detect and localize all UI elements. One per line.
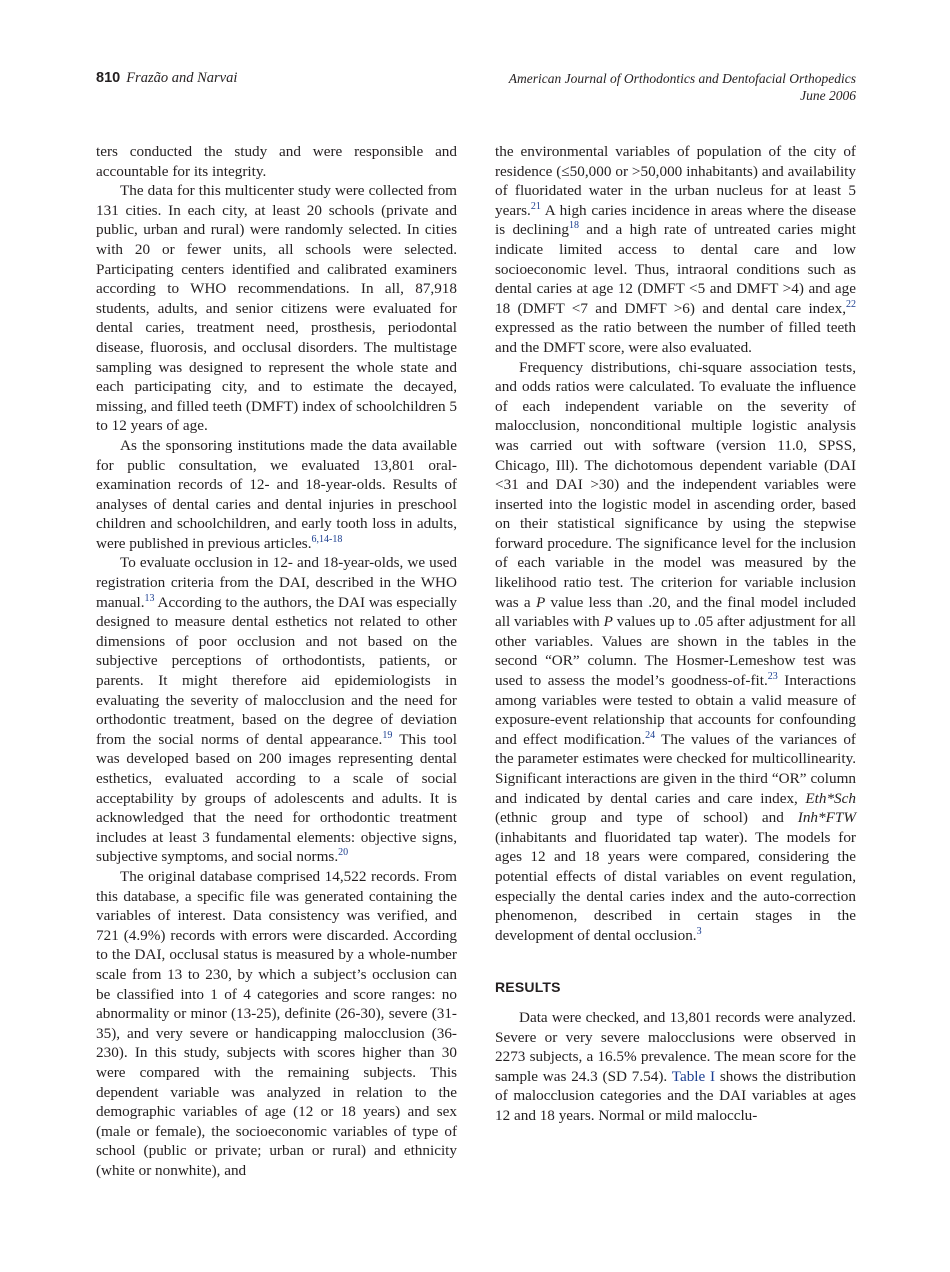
running-header (96, 70, 856, 110)
journal-name: American Journal of Orthodontics and Dentofacial Orthopedics (508, 71, 856, 86)
paragraph-text: (inhabitants and fluoridated tap water). The models for ages 12 and 18 years were compared, considering the potential effects of distal variables on event regulation, especially the dental caries index and the auto-correction phenomenon, described in certain stages in the development of dental occlusion. (495, 828, 856, 944)
reference-link[interactable]: 18 (568, 220, 579, 232)
paragraph-text: shows the distribution of malocclusion categories and the DAI variables at ages 12 and 18 years. Normal or mild malocclu- (495, 1067, 856, 1124)
reference-link[interactable]: 13 (144, 592, 155, 604)
reference-link[interactable]: 24 (645, 729, 656, 741)
paragraph-text: According to the authors, the DAI was especially designed to measure dental esthetics not related to other dimensions of poor occlusion and not based on the subjective perceptions of orthodontists, patients, or parents. It might therefore aid epidemiologists in evaluating the severity of malocclusion and the need for orthodontic treatment, based on the degree of deviation from the social norms of dental appearance. (96, 593, 457, 748)
paragraph-text: and a high rate of untreated caries might indicate limited access to dental care and low socioeconomic level. Thus, intraoral conditions such as dental caries at age 12 (DMFT <5 and DMFT >4) and age 18 (DMFT <7 and DMFT >6) and dental care index, (495, 221, 856, 317)
paragraph-text: As the sponsoring institutions made the data available for public consultation, we evaluated 13,801 oral-examination records of 12- and 18-year-olds. Results of analyses of dental caries and dental injuries in preschool children and schoolchildren, and early tooth loss in adults, were published in previous articles. (96, 436, 457, 552)
reference-link[interactable]: 21 (530, 200, 541, 212)
paragraph-text: A high caries incidence in areas where the disease is declining (495, 201, 856, 239)
header-authors: Frazão and Narvai (126, 70, 238, 86)
header-right (509, 70, 856, 104)
paragraph-text: This tool was developed based on 200 images representing dental esthetics, evaluated according to a scale of social acceptability by groups of adolescents and adults. It is acknowledged that the need for orthodontic treatment includes at least 3 fundamental elements: objective signs, subjective symptoms, and social norms. (96, 730, 457, 866)
reference-link[interactable]: 6,14-18 (311, 533, 343, 545)
paragraph: ters conducted the study and were responsible and accountable for its integrity. (96, 143, 457, 180)
paragraph (96, 553, 457, 867)
reference-link[interactable]: 3 (696, 925, 702, 937)
paragraph: The data for this multicenter study were collected from 131 cities. In each city, at least 20 schools (private and public, urban and rural) were randomly selected. In cities with 20 or fewer units, all schools were selected. Participating centers identified and calibrated examiners according to WHO recommendations. In all, 87,918 students, adults, and senior citizens were evaluated for dental caries, treatment need, prosthesis, periodontal disease, fluorosis, and occlusal disorders. The multistage sampling was designed to represent the whole state and each participating city, and to estimate the decayed, missing, and filled teeth (DMFT) index of schoolchildren 5 to 12 years of age. (96, 182, 457, 435)
italic-term: P (603, 613, 613, 631)
paragraph (96, 436, 457, 554)
paragraph (495, 1008, 856, 1126)
paragraph-text: To evaluate occlusion in 12- and 18-year-olds, we used registration criteria from the DAI, described in the WHO manual. (96, 554, 457, 611)
reference-link[interactable]: 22 (846, 298, 856, 310)
paragraph: The original database comprised 14,522 records. From this database, a specific file was generated containing the variables of interest. Data consistency was verified, and 721 (4.9%) records with errors were discarded. According to the DAI, occlusal status is measured by a whole-number scale from 13 to 230, by which a subject’s occlusion can be classified into 1 of 4 categories and score ranges: no abnormality or minor (13-25), definite (26-30), severe (31-35), and very severe or handicapping malocclusion (36-230). In this study, subjects with scores higher than 30 were compared with the remaining subjects. This dependent variable was analyzed in relation to the demographic variables of age (12 or 18 years) and sex (male or female), the socioeconomic variables of type of school (public or private; urban or rural) and ethnicity (white or nonwhite), and (96, 867, 457, 1179)
paragraph-text: expressed as the ratio between the number of filled teeth and the DMFT score, were also evaluated. (495, 319, 856, 356)
paragraph-text: values up to .05 after adjustment for all other variables. Values are shown in the tables in the second “OR” column. The Hosmer-Lemeshow test was used to assess the model’s goodness-of-fit. (495, 613, 857, 690)
paragraph (495, 142, 856, 358)
paragraph (495, 358, 856, 946)
issue-date: June 2006 (800, 88, 856, 103)
reference-link[interactable]: 19 (382, 729, 393, 741)
reference-link[interactable]: 20 (338, 847, 349, 859)
paragraph-text: value less than .20, and the final model included all variables with (495, 593, 856, 631)
paragraph-text: (ethnic group and type of school) and (495, 809, 798, 827)
paragraph-text: the environmental variables of population of the city of residence (≤50,000 or >50,000 inhabitants) and availability of fluoridated water in the urban nucleus for at least 5 years. (495, 143, 856, 219)
reference-link[interactable]: 23 (767, 670, 778, 682)
table-link[interactable]: Table I (671, 1067, 716, 1085)
right-column (495, 142, 856, 1126)
italic-term: P (535, 593, 546, 611)
left-column (96, 142, 457, 1180)
paragraph-text: Interactions among variables were tested to obtain a valid measure of exposure-event relationship that accounts for confounding and effect modification. (495, 672, 856, 748)
page-number: 810 (96, 70, 121, 86)
paragraph-text: Data were checked, and 13,801 records were analyzed. Severe or very severe malocclusions were observed in 2273 subjects, a 16.5% prevalence. The mean score for the sample was 24.3 (SD 7.54). (495, 1008, 856, 1085)
paragraph-text: Frequency distributions, chi-square association tests, and odds ratios were calculated. To evaluate the influence of each independent variable on the severity of malocclusion, nonconditional multiple logistic analysis was carried out with software (version 11.0, SPSS, Chicago, Ill). The dichotomous dependent variable (DAI <31 and DAI >30) and the independent variables were inserted into the logistic model in ascending order, based on their statistical significance by using the stepwise forward procedure. The significance level for the inclusion of each variable in the model was measured by the likelihood ratio test. The criterion for variable inclusion was a (495, 358, 856, 611)
paragraph-text: The values of the variances of the parameter estimates were checked for multicollinearity. Significant interactions are given in the third “OR” column and indicated by dental caries and care index, (495, 730, 856, 807)
header-left (96, 70, 237, 87)
section-heading-results: RESULTS (495, 979, 561, 996)
italic-term: Eth*Sch (805, 789, 856, 807)
italic-term: Inh*FTW (797, 809, 856, 827)
